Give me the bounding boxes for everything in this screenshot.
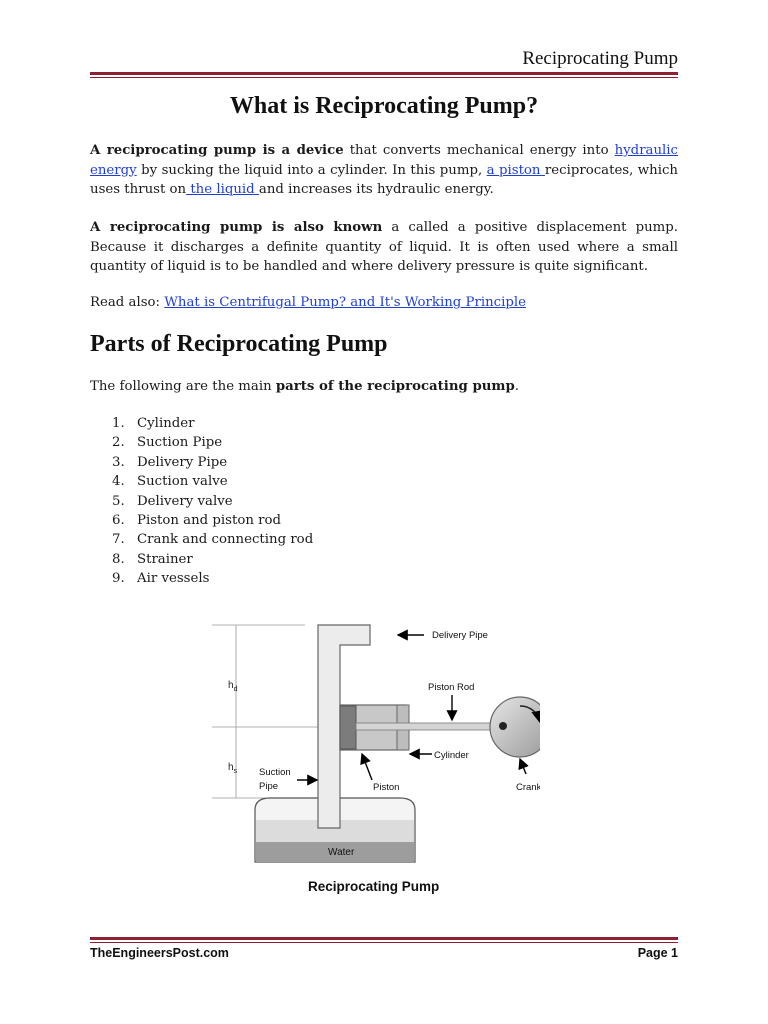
water-label: Water bbox=[328, 847, 355, 858]
list-item-text: Delivery valve bbox=[137, 493, 233, 509]
crank-pin bbox=[499, 722, 507, 730]
list-item-number: 5. bbox=[112, 493, 125, 509]
list-item-text: Delivery Pipe bbox=[137, 454, 228, 470]
piston-block bbox=[340, 706, 356, 749]
list-item-number: 3. bbox=[112, 454, 125, 470]
reciprocating-pump-diagram bbox=[210, 610, 540, 905]
header-rule-thin bbox=[90, 77, 678, 78]
parts-intro bbox=[90, 377, 678, 397]
list-item-number: 8. bbox=[112, 551, 125, 567]
intro-text-1: that converts mechanical energy into bbox=[343, 143, 615, 158]
list-item-number: 6. bbox=[112, 512, 125, 528]
hydraulic-energy-link[interactable]: hydraulic energy bbox=[90, 143, 678, 178]
list-item bbox=[112, 433, 313, 452]
list-item bbox=[112, 453, 313, 472]
list-item bbox=[112, 550, 313, 569]
also-known-text: a called a positive displacement pump. Because it discharges a definite quantity of liquid. It is often used where a small quantity of liquid is to be handled and where delivery pressure is quite significant. bbox=[90, 220, 679, 274]
footer-rule-thick bbox=[90, 937, 678, 940]
list-item-text: Air vessels bbox=[137, 571, 210, 587]
list-item bbox=[112, 492, 313, 511]
list-item-number: 9. bbox=[112, 571, 125, 587]
header-rule-thick bbox=[90, 72, 678, 75]
list-item-number: 1. bbox=[112, 416, 125, 431]
list-item-text: Crank and connecting rod bbox=[137, 532, 314, 548]
figure-caption: Reciprocating Pump bbox=[308, 879, 440, 894]
also-known-bold: A reciprocating pump is also known bbox=[90, 220, 383, 235]
footer-page-number: Page 1 bbox=[637, 946, 678, 960]
list-item-text: Suction Pipe bbox=[137, 435, 223, 451]
crank-label: Crank bbox=[516, 782, 540, 793]
intro-text-4: and increases its hydraulic energy. bbox=[258, 182, 494, 197]
intro-paragraph bbox=[90, 141, 678, 200]
list-item bbox=[112, 511, 313, 530]
list-item-number: 4. bbox=[112, 474, 125, 490]
piston-rod-label: Piston Rod bbox=[428, 682, 475, 693]
read-also-line bbox=[90, 293, 678, 313]
parts-intro-end: . bbox=[514, 379, 520, 394]
list-item-text: Suction valve bbox=[137, 474, 228, 490]
delivery-head-label: $h_d$ bbox=[228, 680, 238, 693]
cylinder-label: Cylinder bbox=[434, 750, 469, 761]
running-header-title: Reciprocating Pump bbox=[522, 48, 678, 69]
list-item-text: Cylinder bbox=[137, 416, 195, 431]
suction-pipe-label-line1: Suction bbox=[259, 767, 291, 778]
list-item-number: 2. bbox=[112, 435, 125, 451]
footer-site-name: TheEngineersPost.com bbox=[90, 946, 229, 960]
parts-intro-bold: parts of the reciprocating pump bbox=[275, 379, 515, 394]
list-item bbox=[112, 472, 313, 491]
list-item-text: Strainer bbox=[137, 551, 193, 567]
suction-pipe-label-line2: Pipe bbox=[259, 781, 279, 792]
footer-rule-thin bbox=[90, 942, 678, 943]
intro-bold: A reciprocating pump is a device bbox=[90, 143, 344, 158]
intro-text-2: by sucking the liquid into a cylinder. In this pump, bbox=[136, 162, 487, 178]
list-item-text: Piston and piston rod bbox=[137, 512, 281, 528]
intro-text-3: reciprocates, which uses thrust on bbox=[90, 162, 678, 197]
read-also-label: Read also: bbox=[90, 295, 165, 310]
piston-rod bbox=[356, 723, 490, 730]
list-item bbox=[112, 414, 313, 433]
page-title: What is Reciprocating Pump? bbox=[229, 93, 539, 119]
suction-head-label: $h_s$ bbox=[228, 762, 238, 775]
centrifugal-pump-link[interactable]: What is Centrifugal Pump? and It's Working Principle bbox=[164, 295, 526, 310]
parts-heading: Parts of Reciprocating Pump bbox=[90, 331, 388, 357]
list-item bbox=[112, 530, 313, 549]
liquid-link[interactable]: the liquid bbox=[186, 182, 259, 197]
delivery-pipe-label: Delivery Pipe bbox=[432, 630, 488, 641]
parts-list bbox=[112, 414, 313, 589]
piston-link[interactable]: a piston bbox=[486, 162, 545, 178]
parts-intro-text: The following are the main bbox=[90, 379, 276, 394]
list-item bbox=[112, 569, 313, 588]
piston-label: Piston bbox=[373, 782, 400, 793]
positive-displacement-paragraph bbox=[90, 218, 678, 277]
list-item-number: 7. bbox=[112, 532, 125, 548]
pump-diagram-svg bbox=[210, 610, 540, 905]
